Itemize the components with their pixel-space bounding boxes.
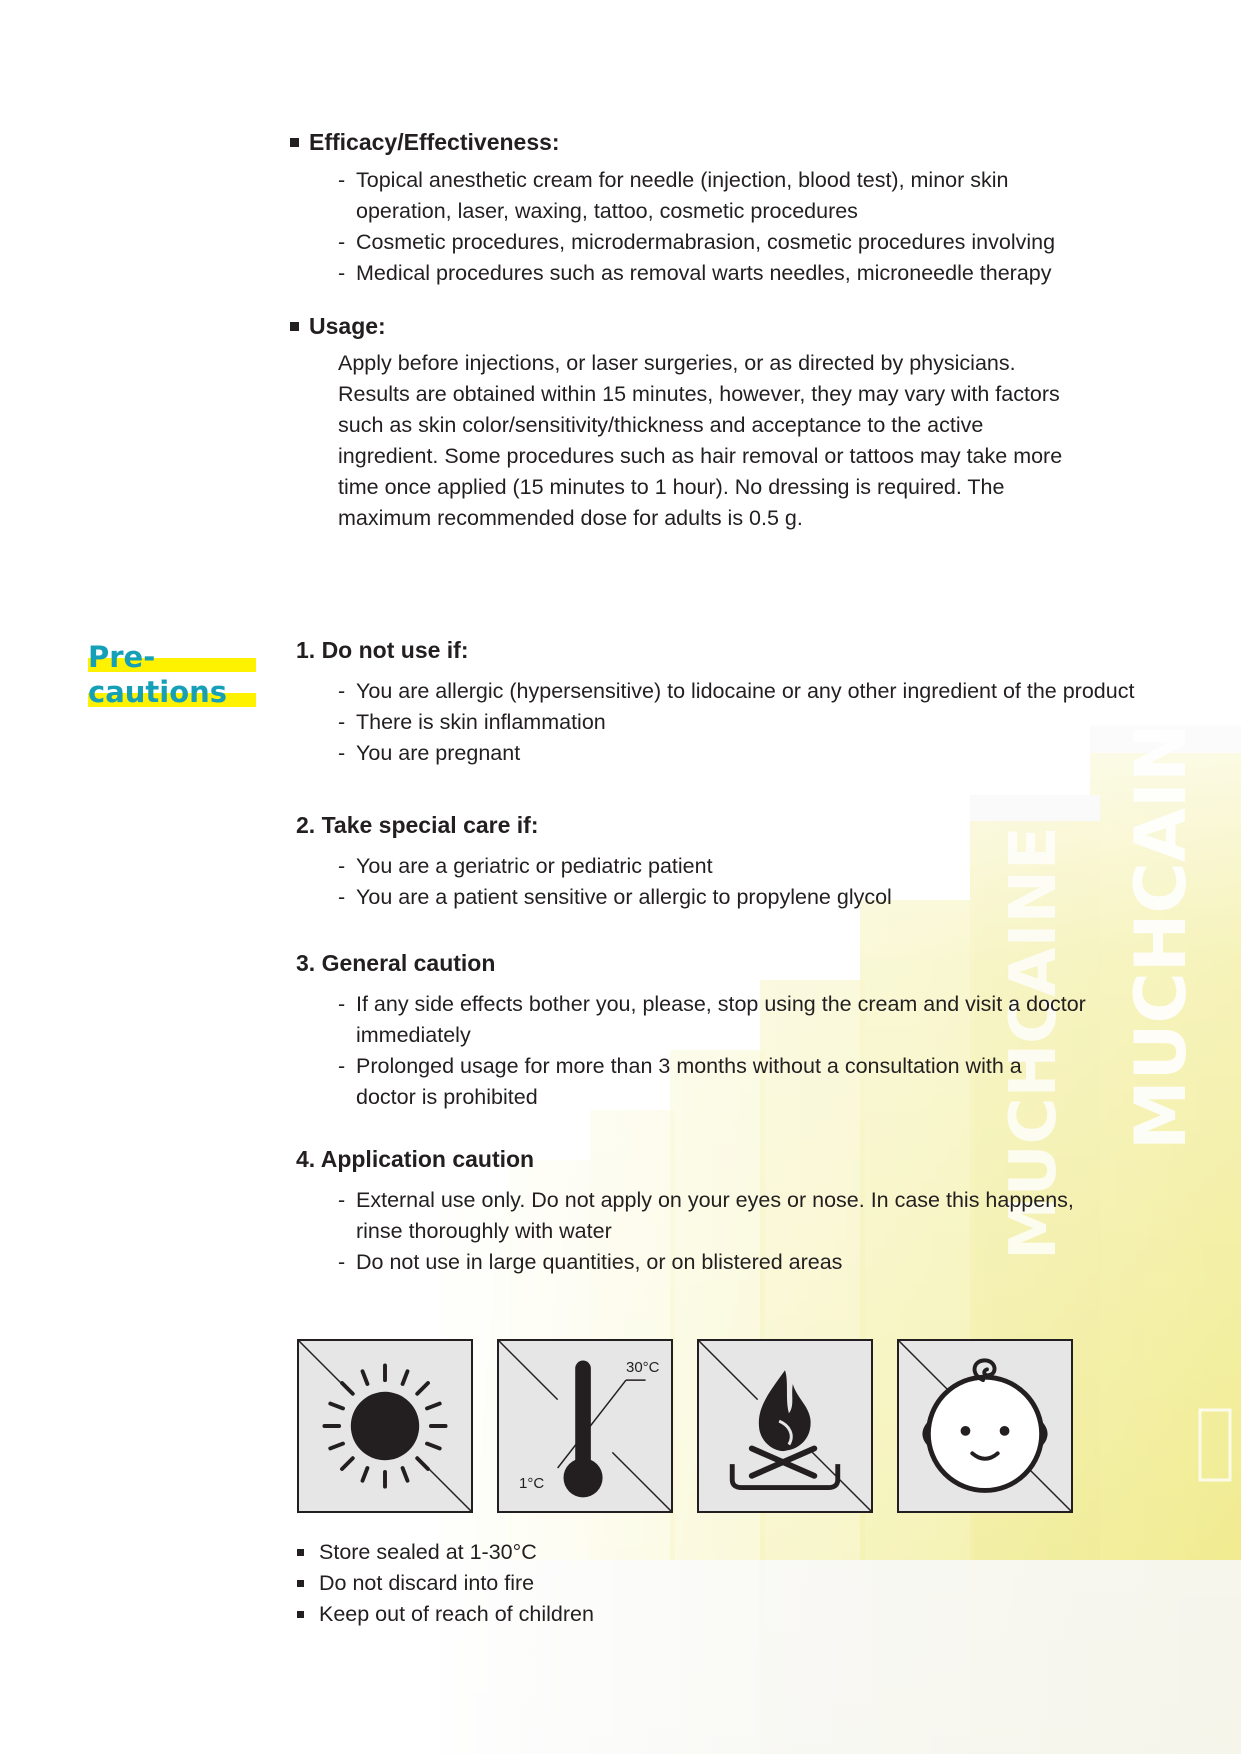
baby-face-icon [899,1341,1071,1511]
precaution-title: 3. General caution [296,950,496,976]
bullet-square-icon [290,322,299,331]
efficacy-list [338,165,1078,289]
precaution-list [338,989,1086,1113]
storage-list [297,1537,594,1630]
precaution-item: - Prolonged usage for more than 3 months without a consultation with a doctor is prohibited [338,1051,1086,1113]
precaution-title: 4. Application caution [296,1146,535,1172]
fire-icon-box [697,1339,873,1513]
sun-icon-box [297,1339,473,1513]
sun-icon [299,1341,471,1511]
storage-item: Store sealed at 1-30°C [297,1537,594,1568]
precaution-list [338,851,1138,913]
precaution-item: - You are allergic (hypersensitive) to lidocaine or any other ingredient of the product [338,676,1198,707]
precaution-title: 2. Take special care if: [296,812,539,838]
storage-item: Do not discard into fire [297,1568,594,1599]
usage-title: Usage: [309,313,386,339]
min-temp-label: 1°C [519,1475,545,1492]
precaution-list [338,676,1198,769]
efficacy-title: Efficacy/Effectiveness: [309,129,560,155]
usage-heading [290,313,386,340]
efficacy-item: - Topical anesthetic cream for needle (injection, blood test), minor skin operation, laser, waxing, tattoo, cosmetic procedures [338,165,1078,227]
fire-icon [699,1341,871,1511]
max-temp-label: 30°C [626,1359,660,1376]
efficacy-item: - Cosmetic procedures, microdermabrasion, cosmetic procedures involving [338,227,1078,258]
precaution-item: - If any side effects bother you, please, stop using the cream and visit a doctor immediately [338,989,1086,1051]
baby-icon-box [897,1339,1073,1513]
precaution-item: - External use only. Do not apply on your eyes or nose. In case this happens, rinse thoroughly with water [338,1185,1086,1247]
efficacy-heading [290,129,560,156]
efficacy-item: - Medical procedures such as removal warts needles, microneedle therapy [338,258,1078,289]
precaution-item: - You are pregnant [338,738,1198,769]
precautions-side-label: Pre- cautions [88,640,256,710]
precaution-item: - There is skin inflammation [338,707,1198,738]
precaution-title: 1. Do not use if: [296,637,469,663]
bullet-square-icon [290,138,299,147]
thermometer-icon-box [497,1339,673,1513]
usage-text: Apply before injections, or laser surgeries, or as directed by physicians. Results are obtained within 15 minutes, however, they may vary with factors such as skin color/sensitivity/thickness and acceptance to the active ingredient. Some procedures such as hair removal or tattoos may take more time once applied (15 minutes to 1 hour). No dressing is required. The maximum recommended dose for adults is 0.5 g. [338,351,1063,530]
precaution-item: - You are a geriatric or pediatric patient [338,851,1138,882]
storage-item: Keep out of reach of children [297,1599,594,1630]
precaution-list [338,1185,1086,1278]
precaution-item: - Do not use in large quantities, or on blistered areas [338,1247,1086,1278]
precaution-item: - You are a patient sensitive or allergic to propylene glycol [338,882,1138,913]
